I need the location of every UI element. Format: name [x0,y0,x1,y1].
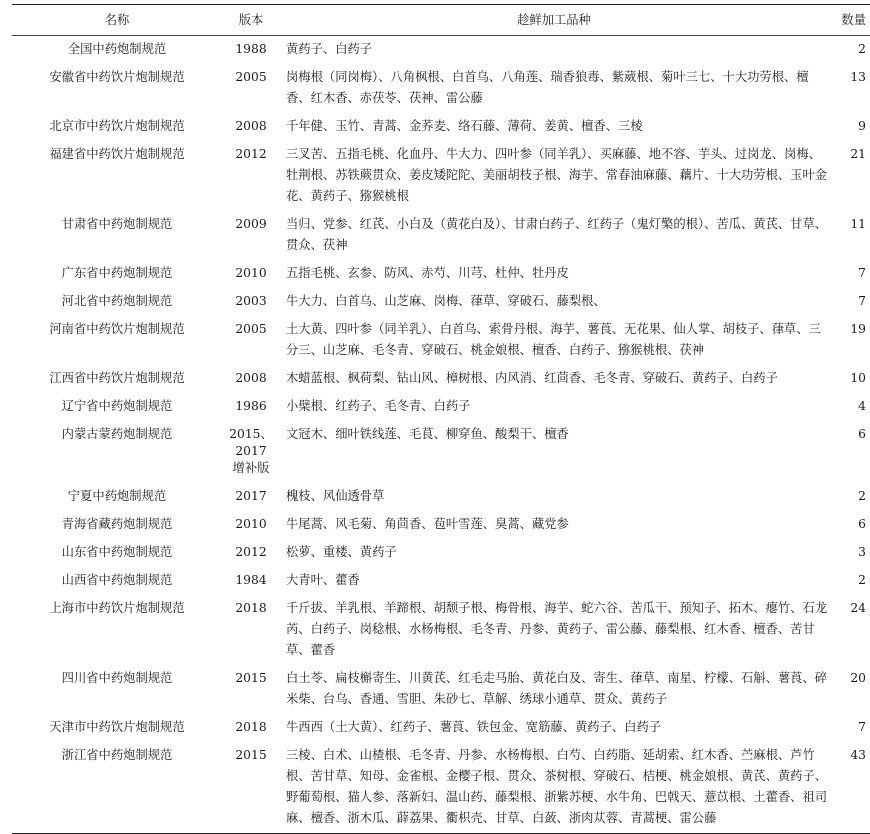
table-row [12,365,870,393]
table-row [12,595,870,665]
version-text: 2018 [235,720,267,734]
table-row [12,316,870,365]
cell-name: 北京市中药饮片炮制规范 [49,119,185,133]
cell-count: 2 [858,489,866,503]
cell-name: 河北省中药炮制规范 [61,294,173,308]
cell-name: 甘肃省中药炮制规范 [61,217,173,231]
cell-items: 大青叶、藿香 [286,573,360,587]
cell-count: 13 [850,70,866,84]
cell-count: 10 [850,371,866,385]
cell-name: 浙江省中药炮制规范 [12,742,222,834]
cell-count: 9 [858,119,866,133]
version-text: 2008 [235,371,267,385]
version-text: 1988 [235,42,267,56]
header-count: 数量 [836,5,870,36]
cell-version [222,113,280,141]
processing-varieties-table [12,4,870,834]
table-row [12,665,870,714]
cell-items: 千斤拔、羊乳根、羊蹄根、胡颓子根、梅骨根、海芋、蛇六谷、苦瓜干、预知子、拓木、瘪竹、石龙芮、白药子、岗稔根、水杨梅根、毛冬青、丹参、黄药子、雷公藤、藤梨根、红木香、檀香、苦甘草、藿香 [286,601,828,657]
cell-version [222,421,280,483]
version-text: 2010 [235,266,267,280]
cell-version [222,483,280,511]
cell-name: 天津市中药饮片炮制规范 [49,720,185,734]
cell-version [222,539,280,567]
version-text: 2012 [235,147,267,161]
cell-version [222,64,280,113]
cell-name: 青海省藏药炮制规范 [61,517,173,531]
header-version: 版本 [222,5,280,36]
version-text: 2008 [235,119,267,133]
cell-name: 江西省中药饮片炮制规范 [49,371,185,385]
cell-name: 辽宁省中药炮制规范 [61,399,173,413]
cell-version [222,365,280,393]
header-row [12,5,870,36]
cell-version [222,595,280,665]
cell-items: 五指毛桃、玄参、防风、赤芍、川芎、杜仲、牡丹皮 [286,266,569,280]
cell-items: 牛尾蒿、风毛菊、角茴香、苞叶雪莲、臭蒿、藏党参 [286,517,569,531]
version-text: 2010 [235,517,267,531]
cell-version [222,260,280,288]
cell-version [222,36,280,65]
version-text: 2003 [235,294,267,308]
cell-items: 白土苓、扁枝槲寄生、川黄芪、红毛走马胎、黄花白及、寄生、葎草、南星、柠檬、石斛、薯莨、碎米柴、台乌、香通、雪胆、朱砂七、草解、绣球小通草、贯众、黄药子 [286,671,828,706]
cell-items: 当归、党参、红芪、小白及（黄花白及）、甘肃白药子、红药子（鬼灯檠的根）、苦瓜、黄芪、甘草、贯众、茯神 [286,217,828,252]
table-row [12,113,870,141]
version-text: 2018 [235,601,267,615]
table-row [12,141,870,211]
cell-name: 山东省中药炮制规范 [61,545,173,559]
table-row [12,567,870,595]
cell-version [222,141,280,211]
table-row [12,393,870,421]
cell-version [222,211,280,260]
cell-items: 松萝、重楼、黄药子 [286,545,397,559]
table-row [12,511,870,539]
table-body [12,36,870,834]
cell-count: 7 [858,266,866,280]
version-text: 2005 [235,70,267,84]
cell-count: 21 [850,147,866,161]
cell-items: 小檗根、红药子、毛冬青、白药子 [286,399,471,413]
version-text: 1984 [235,573,267,587]
table-row [12,714,870,742]
cell-items: 三叉苦、五指毛桃、化血丹、牛大力、四叶参（同羊乳）、买麻藤、地不容、芋头、过岗龙、岗梅、牡荆根、苏铁蕨贯众、姜皮矮陀陀、美丽胡枝子根、海芋、常春油麻藤、藕片、十大功劳根、玉叶金花、黄药子、猕猴桃根 [286,147,828,203]
cell-name: 山西省中药炮制规范 [61,573,173,587]
table-row [12,539,870,567]
cell-name: 安徽省中药饮片炮制规范 [49,70,185,84]
cell-items: 牛大力、白首乌、山芝麻、岗梅、葎草、穿破石、藤梨根、 [286,294,606,308]
cell-items: 千年健、玉竹、青蒿、金荞麦、络石藤、薄荷、姜黄、檀香、三棱 [286,119,643,133]
version-text: 1986 [235,399,267,413]
cell-count: 6 [858,427,866,441]
cell-count: 3 [858,545,866,559]
cell-name: 河南省中药饮片炮制规范 [49,322,185,336]
cell-name: 全国中药炮制规范 [67,42,167,56]
version-text: 2012 [235,545,267,559]
table-row [12,742,870,834]
cell-name: 内蒙古蒙药炮制规范 [61,427,173,441]
cell-count: 11 [850,217,866,231]
cell-version [222,316,280,365]
cell-count: 7 [858,720,866,734]
cell-count: 43 [836,742,870,834]
version-text: 2015、2017 增补版 [229,427,273,475]
cell-version [222,714,280,742]
cell-name: 广东省中药炮制规范 [61,266,173,280]
cell-items: 土大黄、四叶参（同羊乳）、白首乌、索骨丹根、海芋、薯莨、无花果、仙人掌、胡枝子、葎草、三分三、山芝麻、毛冬青、穿破石、桃金娘根、檀香、白药子、猕猴桃根、茯神 [286,322,821,357]
table-row [12,211,870,260]
cell-count: 2 [858,573,866,587]
cell-name: 宁夏中药炮制规范 [67,489,167,503]
cell-version [222,567,280,595]
cell-version [222,288,280,316]
table-row [12,483,870,511]
cell-name: 上海市中药饮片炮制规范 [49,601,185,615]
cell-name: 四川省中药炮制规范 [61,671,173,685]
version-text: 2009 [235,217,267,231]
cell-count: 6 [858,517,866,531]
cell-count: 4 [858,399,866,413]
version-text: 2015 [235,671,267,685]
version-text: 2005 [235,322,267,336]
cell-items: 黄药子、白药子 [286,42,373,56]
table-row [12,288,870,316]
cell-version [222,393,280,421]
cell-items: 牛西西（土大黄）、红药子、薯莨、铁包金、宽筋藤、黄药子、白药子 [286,720,662,734]
header-items: 趁鲜加工品种 [280,5,836,36]
table-row [12,421,870,483]
cell-count: 2 [858,42,866,56]
cell-items: 岗梅根（同岗梅）、八角枫根、白首乌、八角莲、瑞香狼毒、紫葳根、菊叶三七、十大功劳根、檀香、红木香、赤茯苓、茯神、雷公藤 [286,70,809,105]
header-name: 名称 [12,5,222,36]
table-row [12,64,870,113]
cell-count: 7 [858,294,866,308]
cell-items: 槐枝、风仙透骨草 [286,489,385,503]
cell-count: 20 [850,671,866,685]
cell-version [222,665,280,714]
table-row [12,36,870,65]
cell-name: 福建省中药饮片炮制规范 [49,147,185,161]
cell-version [222,742,280,834]
cell-items: 三棱、白术、山楂根、毛冬青、丹参、水杨梅根、白芍、白药脂、延胡索、红木香、苎麻根、芦竹根、苦甘草、知母、金雀根、金樱子根、贯众、茶树根、穿破石、桔梗、桃金娘根、黄芪、黄药子、野葡萄根、猫人参、落新妇、温山药、藤梨根、浙紫苏梗、水牛角、巴戟天、薏苡根、土藿香、祖司麻、檀香、浙木瓜、薜荔果、衢枳壳、甘草、白蔹、浙肉苁蓉、青蒿梗、雷公藤 [280,742,836,834]
cell-count: 24 [850,601,866,615]
cell-items: 文冠木、细叶铁线莲、毛茛、柳穿鱼、酸梨干、檀香 [286,427,569,441]
cell-count: 19 [850,322,866,336]
version-text: 2015 [235,748,267,762]
table-row [12,260,870,288]
version-text: 2017 [235,489,267,503]
cell-version [222,511,280,539]
cell-items: 木蜡蓝根、枫荷梨、钻山风、樟树根、内风消、红茴香、毛冬青、穿破石、黄药子、白药子 [286,371,778,385]
